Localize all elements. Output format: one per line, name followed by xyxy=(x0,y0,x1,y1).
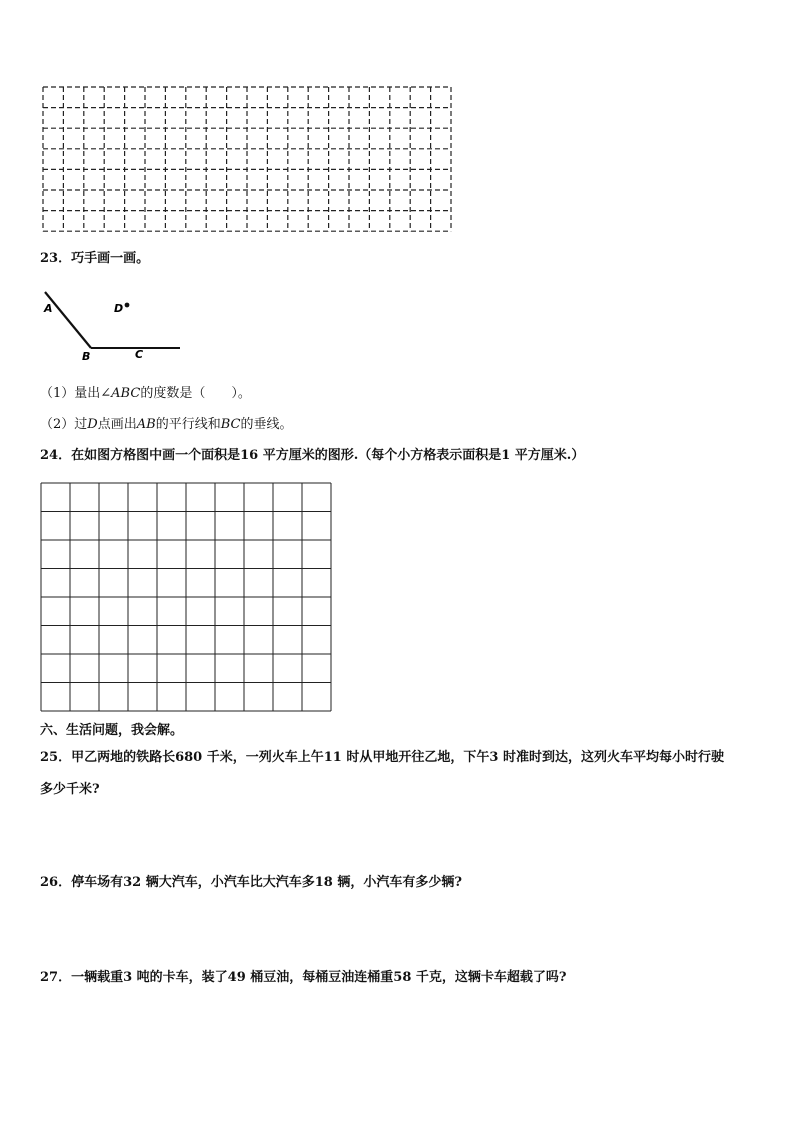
section-6-title: 六、生活问题，我会解。 xyxy=(40,723,184,738)
question-24-title: 24．在如图方格图中画一个面积是16 平方厘米的图形.（每个小方格表示面积是1 平方厘米.） xyxy=(40,448,585,463)
question-25-line-2: 多少千米? xyxy=(40,782,100,797)
label-d: D xyxy=(114,302,124,315)
question-23-title: 23．巧手画一画。 xyxy=(40,251,150,266)
point-d xyxy=(125,303,130,308)
question-27: 27．一辆载重3 吨的卡车，装了49 桶豆油，每桶豆油连桶重58 千克，这辆卡车超载了吗? xyxy=(40,970,567,985)
angle-figure xyxy=(38,288,188,368)
dashed-grid xyxy=(42,86,454,232)
question-23-part-2 xyxy=(40,417,292,433)
question-26: 26．停车场有32 辆大汽车，小汽车比大汽车多18 辆，小汽车有多少辆? xyxy=(40,875,462,890)
part1-suffix: 的度数是（ ）。 xyxy=(140,386,251,401)
part2-e: 的垂线。 xyxy=(240,417,293,432)
segment-bc: BC xyxy=(220,417,241,432)
question-25-line-1: 25．甲乙两地的铁路长680 千米，一列火车上午11 时从甲地开往乙地，下午3 时准时到达，这列火车平均每小时行驶 xyxy=(40,750,724,765)
ray-ba xyxy=(45,292,91,348)
square-grid xyxy=(40,482,332,712)
part2-b: 点画出 xyxy=(97,417,137,432)
label-c: C xyxy=(135,348,144,361)
label-b: B xyxy=(82,350,91,363)
part1-prefix: （1）量出 xyxy=(40,386,101,401)
question-23-part-1 xyxy=(40,386,251,402)
segment-ab: AB xyxy=(136,417,156,432)
angle-abc: ∠ABC xyxy=(100,386,141,401)
point-d-label: D xyxy=(87,417,98,432)
label-a: A xyxy=(44,302,53,315)
part2-c: 的平行线和 xyxy=(155,417,221,432)
part2-a: （2）过 xyxy=(40,417,88,432)
